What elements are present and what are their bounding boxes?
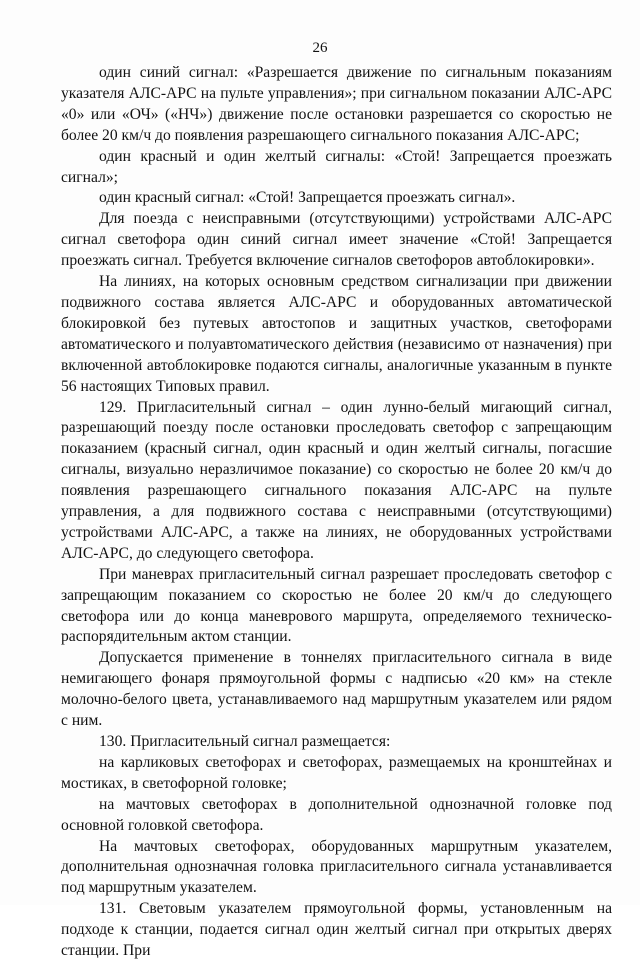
paragraph: один синий сигнал: «Разрешается движение по сигнальным показаниям указателя АЛС-АРС на пульте управления»; при сигнальном показании АЛС-АРС «0» или «ОЧ» («НЧ») движение после остановки разрешается со скоростью не более 20 км/ч до появления разрешающего сигнального показания АЛС-АРС; <box>61 64 612 144</box>
document-body <box>61 63 612 962</box>
paragraph: 130. Пригласительный сигнал размещается: <box>99 733 391 750</box>
paragraph: один красный сигнал: «Стой! Запрещается проезжать сигнал». <box>99 189 516 207</box>
page-number: 26 <box>312 40 328 56</box>
paragraph: При маневрах пригласительный сигнал разрешает проследовать светофор с запрещающим показанием со скоростью не более 20 км/ч до следующего светофора или до конца маневрового маршрута, определяемого техническо-распорядительным актом станции. <box>61 565 612 646</box>
paragraph: 129. Пригласительный сигнал – один лунно-белый мигающий сигнал, разрешающий поезду после остановки проследовать светофор с запрещающим показанием (красный сигнал, один красный и один желтый сигналы, погасшие сигналы, визуально неразличимое показание) со скоростью не более 20 км/ч до появления разрешающего сигнального показания АЛС-АРС на пульте управления, а для подвижного состава с неисправными (отсутствующими) устройствами АЛС-АРС, а также на линиях, не оборудованных устройствами АЛС-АРС, до следующего светофора. <box>61 398 612 562</box>
paragraph: один красный и один желтый сигналы: «Стой! Запрещается проезжать сигнал»; <box>61 147 612 186</box>
paragraph: на карликовых светофорах и светофорах, размещаемых на кронштейнах и мостиках, в светофорной головке; <box>61 753 612 792</box>
paragraph: На линиях, на которых основным средством сигнализации при движении подвижного состава является АЛС-АРС и оборудованных автоматической блокировкой без путевых автостопов и защитных участков, светофорами автоматического и полуавтоматического действия (независимо от назначения) при включенной автоблокировке подаются сигналы, аналогичные указанным в пункте 56 настоящих Типовых правил. <box>61 273 612 395</box>
paragraph: На мачтовых светофорах, оборудованных маршрутным указателем, дополнительная однозначная головка пригласительного сигнала устанавливается под маршрутным указателем. <box>61 837 612 897</box>
paragraph: Допускается применение в тоннелях пригласительного сигнала в виде немигающего фонаря прямоугольной формы с надписью «20 км» на стекле молочно-белого цвета, устанавливаемого над маршрутным указателем или рядом с ним. <box>61 649 612 730</box>
paragraph: Для поезда с неисправными (отсутствующими) устройствами АЛС-АРС сигнал светофора один синий сигнал имеет значение «Стой! Запрещается проезжать сигнал. Требуется включение сигналов светофоров автоблокировки». <box>61 210 612 270</box>
paragraph: на мачтовых светофорах в дополнительной однозначной головке под основной головкой светофора. <box>61 795 612 834</box>
paragraph: 131. Световым указателем прямоугольной формы, установленным на подходе к станции, подается сигнал один желтый сигнал при открытых дверях станции. При <box>61 900 612 960</box>
